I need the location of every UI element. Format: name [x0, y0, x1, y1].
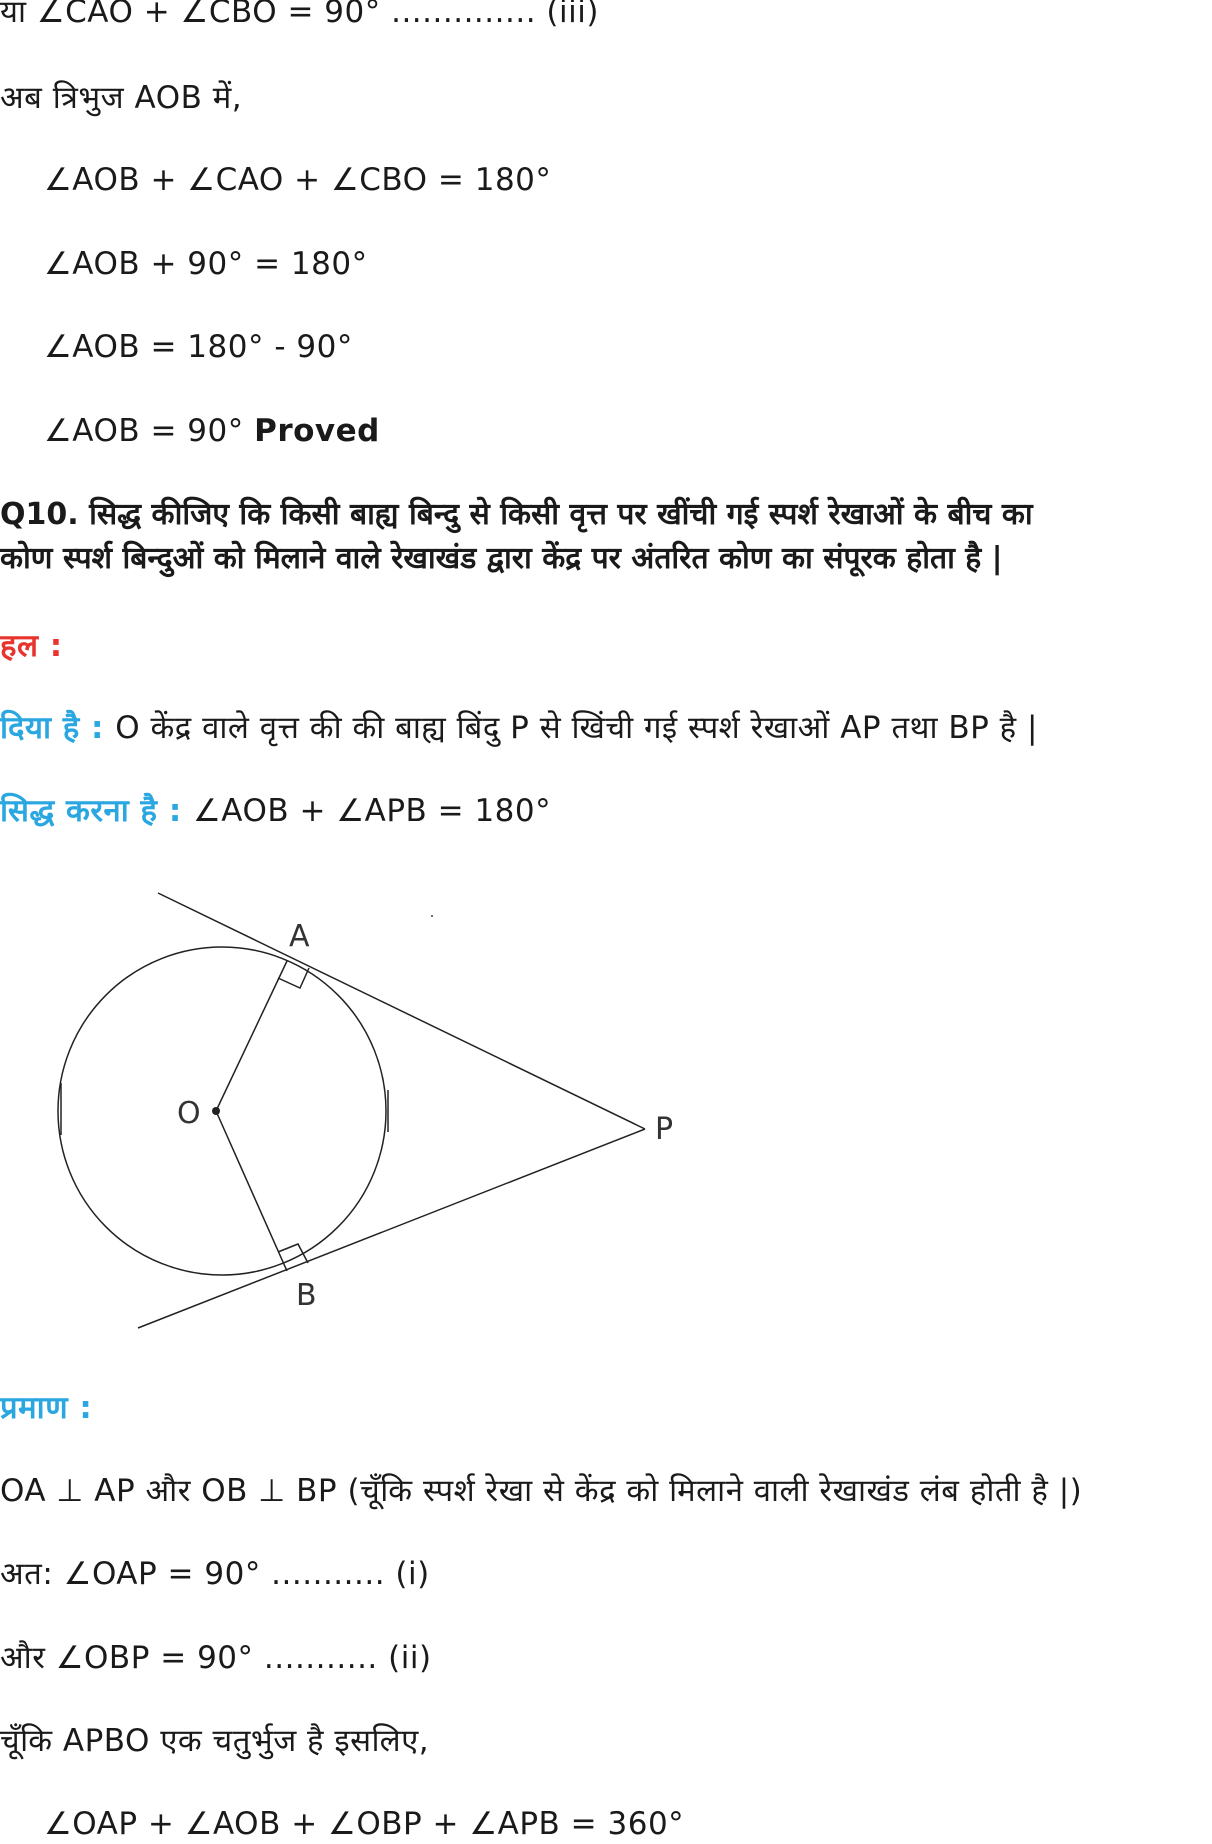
to-prove-line — [0, 791, 551, 831]
tangent-figure — [0, 860, 760, 1340]
equation-4-text: ∠AOB = 90° — [44, 413, 255, 449]
center-dot — [212, 1107, 220, 1115]
label-a: A — [289, 919, 310, 954]
proof-line-1: OA ⊥ AP और OB ⊥ BP (चूँकि स्पर्श रेखा से केंद्र को मिलाने वाली रेखाखंड लंब होती है |) — [0, 1473, 1083, 1509]
line-triangle-aob: अब त्रिभुज AOB में, — [0, 80, 243, 116]
label-p: P — [655, 1112, 674, 1147]
to-prove-label: सिद्ध करना है : — [0, 793, 194, 829]
line-iii: या ∠CAO + ∠CBO = 90° .............. (iii) — [0, 0, 599, 30]
radius-ob — [216, 1111, 287, 1271]
tangent-bp — [138, 1129, 645, 1328]
given-text: O केंद्र वाले वृत्त की की बाह्य बिंदु P से खिंची गई स्पर्श रेखाओं AP तथा BP है | — [115, 710, 1038, 746]
label-b: B — [296, 1278, 317, 1313]
radius-oa — [216, 961, 287, 1111]
equation-4 — [44, 411, 380, 451]
proof-line-5: ∠OAP + ∠AOB + ∠OBP + ∠APB = 360° — [44, 1806, 685, 1842]
equation-3: ∠AOB = 180° - 90° — [44, 329, 353, 365]
proof-line-3: और ∠OBP = 90° ........... (ii) — [0, 1640, 432, 1676]
given-line — [0, 708, 1038, 748]
question-line-2: कोण स्पर्श बिन्दुओं को मिलाने वाले रेखाखंड द्वारा केंद्र पर अंतरित कोण का संपूरक होता है | — [0, 541, 1003, 576]
solution-label: हल : — [0, 628, 63, 664]
to-prove-text: ∠AOB + ∠APB = 180° — [193, 793, 552, 829]
circle — [58, 947, 386, 1275]
proof-label: प्रमाण : — [0, 1390, 93, 1426]
proof-line-4: चूँकि APBO एक चतुर्भुज है इसलिए, — [0, 1723, 430, 1759]
equation-1: ∠AOB + ∠CAO + ∠CBO = 180° — [44, 162, 552, 198]
stray-dot — [431, 915, 433, 917]
proof-line-2: अत: ∠OAP = 90° ........... (i) — [0, 1556, 430, 1592]
given-label: दिया है : — [0, 710, 116, 746]
proved-label: Proved — [254, 413, 380, 449]
question-line-1: Q10. सिद्ध कीजिए कि किसी बाह्य बिन्दु से किसी वृत्त पर खींची गई स्पर्श रेखाओं के बीच का — [0, 497, 1033, 532]
tangent-ap — [158, 893, 645, 1129]
label-o: O — [177, 1096, 201, 1131]
equation-2: ∠AOB + 90° = 180° — [44, 246, 368, 282]
